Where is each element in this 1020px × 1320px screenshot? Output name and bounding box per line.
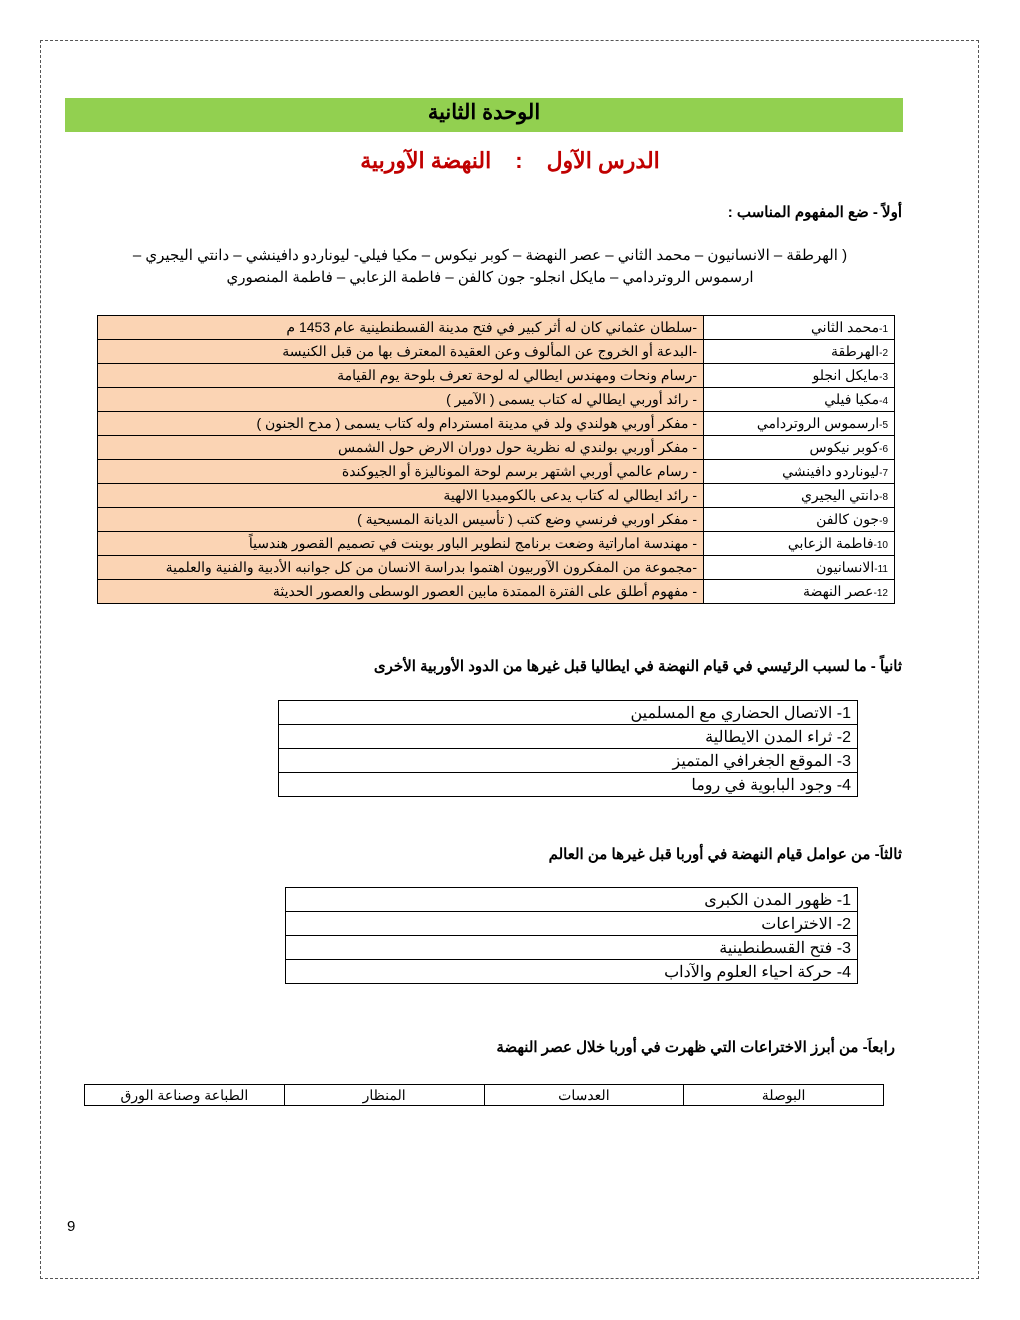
- unit-title-banner: [65, 98, 903, 132]
- unit-title: الوحدة الثانية: [427, 101, 541, 124]
- row-number: 3-: [879, 372, 888, 383]
- term-cell: [704, 556, 895, 580]
- term-cell: [704, 508, 895, 532]
- definition-cell: - مفهوم أطلق على الفترة الممتدة مابين العصور الوسطى والعصور الحديثة: [98, 580, 704, 604]
- term-text: مكيا فيلي: [824, 391, 880, 407]
- table-row: [98, 580, 895, 604]
- term-text: كوبر نيكوس: [809, 439, 880, 455]
- term-cell: [704, 316, 895, 340]
- table-row: [85, 1085, 884, 1106]
- definition-cell: - مهندسة اماراتية وضعت برنامج لنطوير الباور بوينت في تصميم القصور هندسياً: [98, 532, 704, 556]
- definition-cell: - رسام عالمي أوربي اشتهر برسم لوحة الموناليزة أو الجيوكندة: [98, 460, 704, 484]
- table-row: [98, 364, 895, 388]
- section2-heading: ثانياً - ما لسبب الرئيسي في قيام النهضة في ايطاليا قبل غيرها من الدود الأوربية الأخرى: [373, 658, 902, 675]
- term-text: جون كالفن: [816, 511, 880, 527]
- term-text: ليوناردو دافينشي: [782, 463, 880, 479]
- concepts-table: [97, 315, 895, 604]
- list-item: 1- الاتصال الحضاري مع المسلمين: [279, 701, 858, 725]
- row-number: 10-: [873, 540, 888, 551]
- section1-heading: أولاً - ضع المفهوم المناسب :: [727, 204, 902, 221]
- list-item: 1- ظهور المدن الكبرى: [286, 888, 858, 912]
- term-text: عصر النهضة: [802, 583, 874, 599]
- table-row: [98, 316, 895, 340]
- invention-cell: الطباعة وصناعة الورق: [85, 1085, 285, 1106]
- word-bank-line: ارسموس الروتردامي – مايكل انجلو- جون كالفن – فاطمة الزعابي – فاطمة المنصوري: [226, 269, 754, 286]
- term-cell: [704, 460, 895, 484]
- term-text: دانتي اليجيري: [800, 487, 880, 503]
- definition-cell: - مفكر أوربي هولندي ولد في مدينة امستردام وله كتاب يسمى ( مدح الجنون ): [98, 412, 704, 436]
- section4-heading: رابعاَ- من أبرز الاختراعات التي ظهرت في أوربا خلال عصر النهضة: [496, 1039, 895, 1056]
- lesson-label: الدرس الآول: [546, 148, 660, 173]
- word-bank-line: ( الهرطقة – الانسانيون – محمد الثاني – عصر النهضة – كوبر نيكوس – مكيا فيلي- ليوناردو دافينشي – دانتي اليجيري –: [132, 247, 848, 264]
- definition-cell: - مفكر اوربي فرنسي وضع كتب ( تأسيس الديانة المسيحية ): [98, 508, 704, 532]
- row-number: 5-: [879, 420, 888, 431]
- invention-cell: البوصلة: [684, 1085, 884, 1106]
- invention-cell: العدسات: [484, 1085, 684, 1106]
- section3-heading: ثالثاَ- من عوامل قيام النهضة في أوربا قبل غيرها من العالم: [548, 846, 902, 863]
- definition-cell: -سلطان عثماني كان له أثر كبير في فتح مدينة القسطنطينية عام 1453 م: [98, 316, 704, 340]
- table-row: [286, 888, 858, 912]
- term-cell: [704, 532, 895, 556]
- term-text: ارسموس الروتردامي: [756, 415, 880, 431]
- table-row: [98, 388, 895, 412]
- term-cell: [704, 388, 895, 412]
- list-item: 4- وجود البابوية في روما: [279, 773, 858, 797]
- term-text: الهرطقة: [831, 343, 880, 359]
- row-number: 6-: [879, 444, 888, 455]
- row-number: 7-: [879, 468, 888, 479]
- term-cell: [704, 364, 895, 388]
- row-number: 12-: [873, 588, 888, 599]
- reasons-table: [278, 700, 858, 797]
- page-number: 9: [67, 1218, 76, 1235]
- table-row: [279, 773, 858, 797]
- table-row: [98, 532, 895, 556]
- invention-cell: المنظار: [284, 1085, 484, 1106]
- term-cell: [704, 580, 895, 604]
- term-text: محمد الثاني: [811, 319, 880, 335]
- term-cell: [704, 412, 895, 436]
- definition-cell: - رائد ايطالي له كتاب يدعى بالكوميديا الالهية: [98, 484, 704, 508]
- list-item: 4- حركة احياء العلوم والآداب: [286, 960, 858, 984]
- table-row: [98, 340, 895, 364]
- row-number: 9-: [879, 516, 888, 527]
- word-bank: [90, 245, 890, 289]
- row-number: 4-: [879, 396, 888, 407]
- term-cell: [704, 436, 895, 460]
- term-text: الانسانيون: [816, 559, 875, 575]
- definition-cell: - رائد أوربي ايطالي له كتاب يسمى ( الآمير ): [98, 388, 704, 412]
- factors-table: [285, 887, 858, 984]
- row-number: 2-: [879, 348, 888, 359]
- term-text: مايكل انجلو: [812, 367, 880, 383]
- definition-cell: -مجموعة من المفكرون الآوربيون اهتموا بدراسة الانسان من كل جوانبه الأدبية والفنية والعلمية: [98, 556, 704, 580]
- term-cell: [704, 340, 895, 364]
- table-row: [98, 412, 895, 436]
- list-item: 3- الموقع الجغرافي المتميز: [279, 749, 858, 773]
- lesson-separator: :: [515, 148, 523, 173]
- list-item: 3- فتح القسطنطينية: [286, 936, 858, 960]
- table-row: [98, 436, 895, 460]
- inventions-table: [84, 1084, 884, 1106]
- table-row: [279, 749, 858, 773]
- definition-cell: -البدعة أو الخروج عن المألوف وعن العقيدة المعترف بها من قبل الكنيسة: [98, 340, 704, 364]
- table-row: [98, 460, 895, 484]
- lesson-title: [0, 148, 1020, 174]
- list-item: 2- الاختراعات: [286, 912, 858, 936]
- row-number: 8-: [879, 492, 888, 503]
- definition-cell: - مفكر أوربي بولندي له نظرية حول دوران الارض حول الشمس: [98, 436, 704, 460]
- table-row: [286, 912, 858, 936]
- row-number: 11-: [874, 564, 888, 575]
- table-row: [98, 484, 895, 508]
- list-item: 2- ثراء المدن الايطالية: [279, 725, 858, 749]
- term-text: فاطمة الزعابي: [787, 535, 874, 551]
- table-row: [286, 936, 858, 960]
- lesson-name: النهضة الآوربية: [360, 148, 492, 173]
- table-row: [279, 725, 858, 749]
- definition-cell: -رسام ونحات ومهندس ايطالي له لوحة تعرف بلوحة يوم القيامة: [98, 364, 704, 388]
- table-row: [286, 960, 858, 984]
- table-row: [279, 701, 858, 725]
- table-row: [98, 556, 895, 580]
- term-cell: [704, 484, 895, 508]
- row-number: 1-: [879, 324, 888, 335]
- table-row: [98, 508, 895, 532]
